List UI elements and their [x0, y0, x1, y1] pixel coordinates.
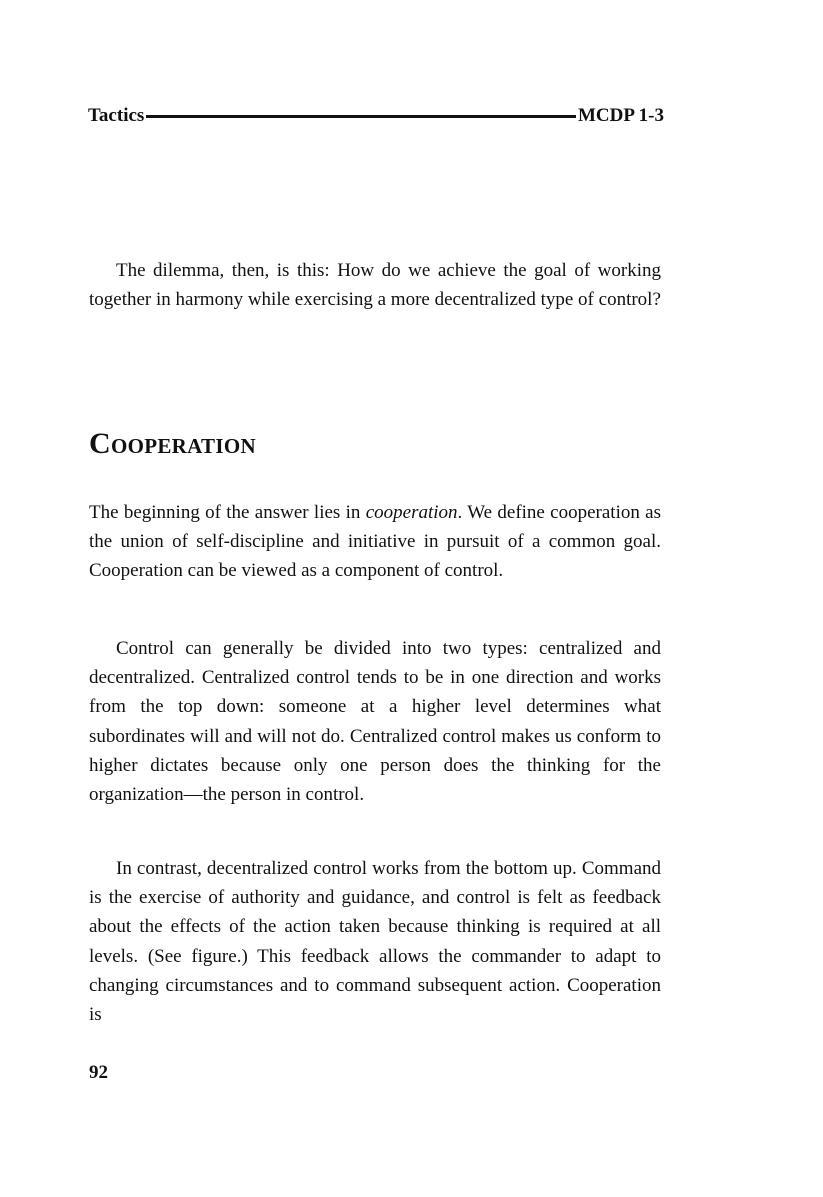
paragraph-decentralized-control: In contrast, decentralized control works from the bottom up. Command is the exercise of authority and guidance, and control is felt as feedback about the effects of the action taken because thinking is required at all levels. (See figure.) This feedback allows the commander to adapt to changing circumstances and to command subsequent action. Cooperation is: [89, 858, 661, 1026]
paragraph-text: . We define cooperation as the union of self-discipline and initiative in pursuit of a common goal. Cooperation can be viewed as a component of control.: [89, 502, 661, 582]
paragraph-control-types: Control can generally be divided into two types: centralized and decentralized. Centralized control tends to be in one direction and works from the top down: someone at a higher level determines what subordinates will and will not do. Centralized control makes us conform to higher dictates because only one person does the thinking for the organization—the person in control.: [89, 638, 661, 806]
paragraph-cooperation-definition: [89, 498, 661, 586]
header-publication-id: MCDP 1-3: [577, 105, 664, 126]
page-number: 92: [89, 1062, 108, 1083]
running-header: [88, 102, 664, 130]
paragraph-text: The beginning of the answer lies in: [89, 502, 366, 523]
header-rule: [146, 115, 576, 118]
intro-paragraph: The dilemma, then, is this: How do we achieve the goal of working together in harmony while exercising a more decentralized type of control?: [89, 260, 661, 311]
emphasized-term: cooperation: [365, 502, 458, 523]
section-heading: Cooperation: [89, 427, 256, 460]
header-title: Tactics: [88, 105, 145, 126]
